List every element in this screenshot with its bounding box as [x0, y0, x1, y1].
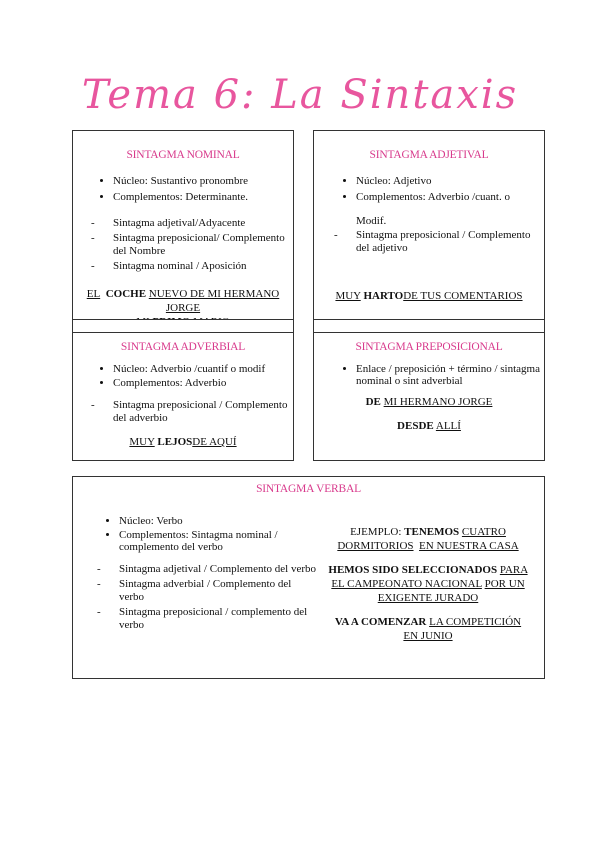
ex-word: ALLÍ [435, 420, 461, 432]
preposicional-bullets [314, 363, 544, 387]
ex-word: NUEVO DE MI HERMANO [148, 288, 280, 300]
box-sintagma-adverbial [72, 332, 294, 461]
ex-word: HARTO [363, 290, 404, 302]
verbal-left-column [73, 513, 318, 634]
ex-word: PARA [499, 564, 528, 576]
ex-word: EL CAMPEONATO NACIONAL [331, 578, 482, 590]
adverbial-example [73, 435, 293, 449]
ex-word: MI HERMANO JORGE [383, 396, 493, 408]
ex-word: VA A COMENZAR [334, 616, 427, 628]
verbal-bullets [73, 515, 318, 553]
ex-word: CUATRO DORMITORIOS [337, 526, 506, 552]
box-sintagma-preposicional [313, 332, 545, 461]
ex-word: DE TUS COMENTARIOS [403, 290, 523, 302]
ex-word: JORGE [165, 302, 201, 314]
ex-word: DESDE [397, 420, 434, 432]
list-item: - Sintagma preposicional / complemento del verbo [119, 606, 318, 632]
ex-word: HEMOS SIDO SELECCIONADOS [328, 564, 498, 576]
header-sintagma-nominal: SINTAGMA NOMINAL [126, 149, 240, 161]
verbal-example-3 [328, 615, 528, 643]
adjetival-dashes [314, 229, 544, 255]
preposicional-example-2 [314, 419, 544, 433]
list-item: - Sintagma preposicional/ Complemento del Nombre [113, 232, 293, 258]
list-item: • Núcleo: Verbo [119, 515, 318, 527]
header-sintagma-adverbial: SINTAGMA ADVERBIAL [120, 341, 246, 353]
ex-word: TENEMOS [404, 526, 460, 538]
box-sintagma-nominal [72, 130, 294, 320]
list-item: - Sintagma preposicional / Complemento del adverbio [113, 399, 293, 425]
adjetival-example [314, 289, 544, 303]
verbal-right-column [328, 525, 528, 643]
adverbial-dashes [73, 399, 293, 425]
ex-word: LEJOS [157, 436, 193, 448]
ex-word: COCHE [105, 288, 147, 300]
nominal-bullets [73, 175, 293, 203]
adverbial-bullets [73, 363, 293, 389]
page-title: Tema 6: La Sintaxis [81, 72, 519, 118]
preposicional-example-1 [314, 395, 544, 409]
list-item: • Núcleo: Sustantivo pronombre [113, 175, 293, 187]
ex-word: LA COMPETICIÓN EN JUNIO [403, 616, 522, 642]
ex-word: MUY [129, 436, 155, 448]
list-item: - Sintagma adjetival/Adyacente [113, 217, 293, 230]
list-item: • Enlace / preposición + término / sintagma nominal o sint adverbial [356, 363, 544, 387]
list-item: - Sintagma preposicional / Complemento del adjetivo [356, 229, 544, 255]
verbal-example-2 [328, 563, 528, 605]
ex-word: DE AQUÍ [192, 436, 237, 448]
list-item: • Núcleo: Adjetivo [356, 175, 544, 187]
verbal-dashes [73, 563, 318, 632]
list-item: • Complementos: Determinante. [113, 191, 293, 203]
ex-word: EJEMPLO: [350, 526, 402, 538]
list-item: • Complementos: Adverbio [113, 377, 293, 389]
list-item: • Complementos: Sintagma nominal / complemento del verbo [119, 529, 318, 553]
nominal-dashes [73, 217, 293, 273]
header-sintagma-preposicional: SINTAGMA PREPOSICIONAL [355, 341, 503, 353]
adjetival-bullets [314, 175, 544, 203]
box-sintagma-verbal [72, 476, 545, 679]
verbal-example-1 [328, 525, 528, 553]
list-item: - Sintagma adverbial / Complemento del verbo [119, 578, 318, 604]
adjetival-modif: Modif. [356, 215, 387, 227]
divider-left [72, 319, 294, 333]
header-sintagma-adjetival: SINTAGMA ADJETIVAL [369, 149, 489, 161]
list-item: • Núcleo: Adverbio /cuantif o modif [113, 363, 293, 375]
ex-word: POR UN EXIGENTE JURADO [377, 578, 525, 604]
ex-word: MUY [335, 290, 361, 302]
divider-right [313, 319, 545, 333]
ex-word: EL [86, 288, 101, 300]
ex-word: EN NUESTRA CASA [419, 540, 519, 552]
ex-word: DE [365, 396, 381, 408]
list-item: - Sintagma adjetival / Complemento del verbo [119, 563, 318, 576]
list-item: - Sintagma nominal / Aposición [113, 260, 293, 273]
list-item: • Complementos: Adverbio /cuant. o [356, 191, 544, 203]
header-sintagma-verbal: SINTAGMA VERBAL [256, 483, 361, 495]
box-sintagma-adjetival [313, 130, 545, 320]
